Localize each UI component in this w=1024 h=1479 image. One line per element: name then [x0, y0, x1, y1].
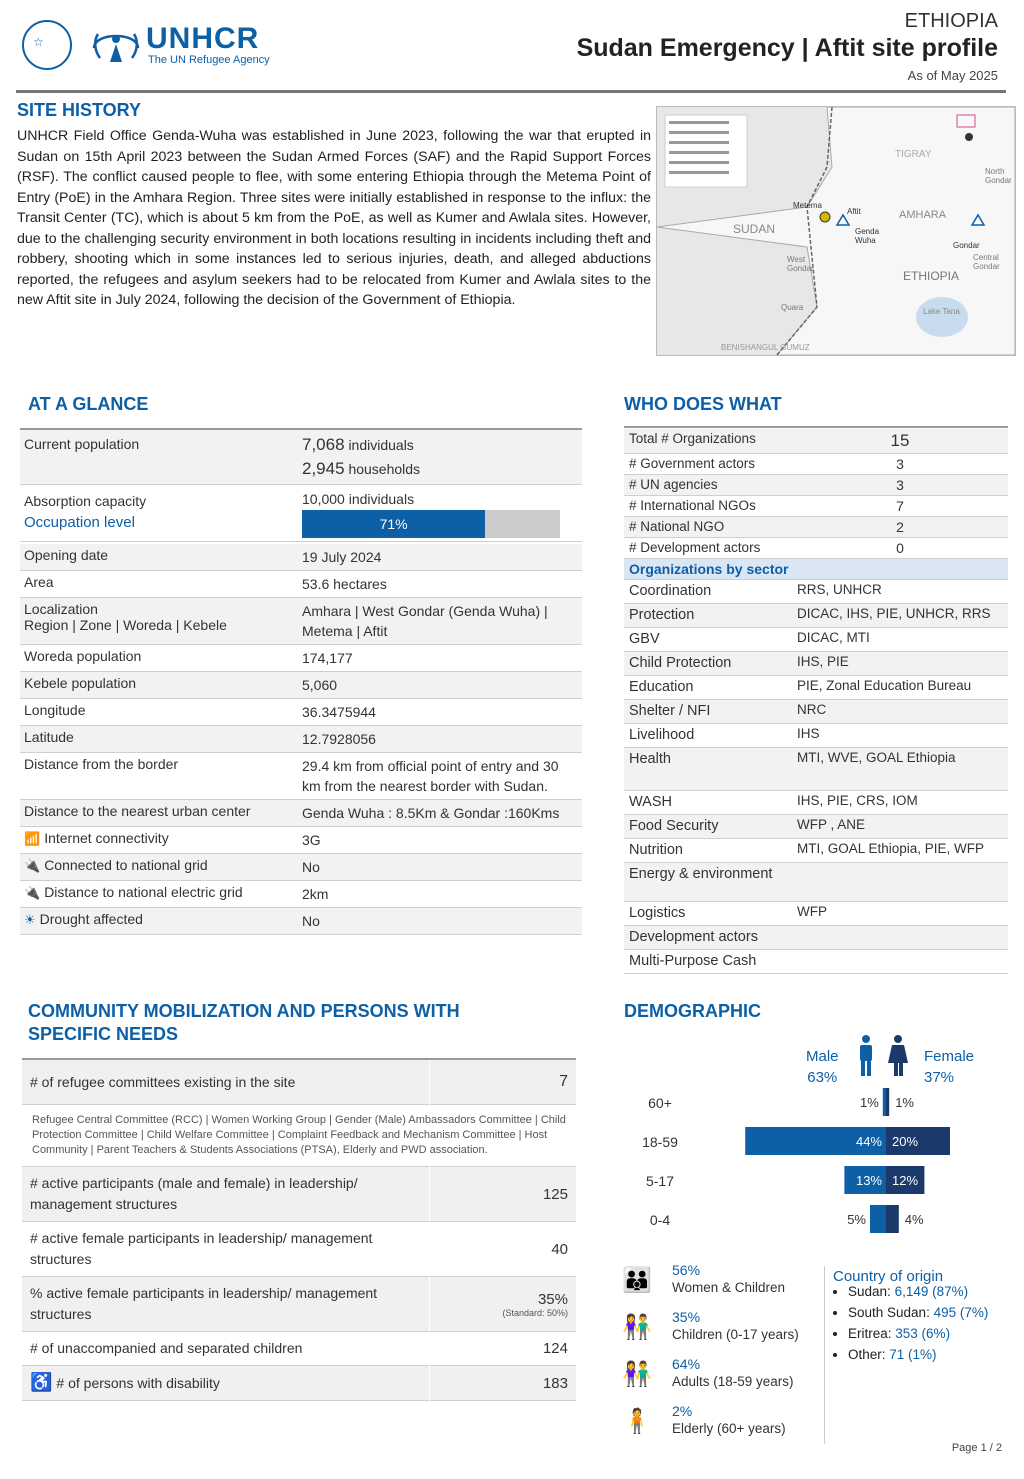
origin-item: • South Sudan: 495 (7%): [848, 1305, 1024, 1320]
male-bar: [870, 1205, 886, 1233]
occupation-bar: [302, 510, 560, 538]
occupation-level-label: Occupation level: [24, 514, 135, 531]
adults-icon: 👫: [622, 1361, 646, 1388]
who-sector-row: [624, 748, 1008, 791]
glance-row: [20, 672, 582, 699]
sector-organizations: [792, 926, 1008, 950]
map-label-north-gondar: North Gondar: [985, 167, 1012, 185]
plug-icon: 🔌: [24, 858, 41, 873]
who-sector-row: [624, 580, 1008, 604]
male-bar-label: 44%: [855, 1134, 882, 1149]
map-label-tigray: TIGRAY: [895, 149, 932, 160]
sector-header: Organizations by sector: [624, 559, 1008, 580]
map-label-lake-tana: Lake Tana: [923, 307, 960, 316]
sector-organizations: DICAC, IHS, PIE, UNHCR, RRS: [797, 606, 991, 621]
glance-value: 36.3475944: [302, 704, 376, 720]
who-sector-row: [624, 839, 1008, 863]
page-title: Sudan Emergency | Aftit site profile: [576, 34, 998, 62]
glance-key: Distance to the nearest urban center: [24, 803, 251, 819]
female-bar-label: 20%: [892, 1134, 919, 1149]
glance-row: [20, 544, 582, 571]
committees-value: 7: [430, 1060, 577, 1105]
who-key: # Development actors: [629, 540, 761, 555]
glance-row: [20, 827, 582, 854]
glance-value: Genda Wuha : 8.5Km & Gondar :160Kms: [302, 805, 560, 821]
female-bar-label: 4%: [904, 1212, 924, 1227]
who-total-row: [624, 517, 1008, 538]
community-key: ♿ # of persons with disability: [30, 1372, 220, 1392]
sector-organizations: DICAC, MTI: [797, 630, 870, 645]
glance-value: 174,177: [302, 650, 353, 666]
who-total-row: [624, 496, 1008, 517]
glance-value: No: [302, 913, 320, 929]
male-bar-label: 1%: [860, 1095, 879, 1110]
who-value: 0: [896, 540, 904, 556]
map-label-central-gondar: Central Gondar: [973, 253, 1000, 271]
map-label-sudan: SUDAN: [733, 222, 776, 236]
origin-item: • Eritrea: 353 (6%): [848, 1326, 1024, 1341]
who-total-row: [624, 454, 1008, 475]
header-divider: [16, 90, 1006, 93]
glance-key: Kebele population: [24, 675, 137, 691]
community-row: [22, 1222, 576, 1277]
who-total-row: [624, 475, 1008, 496]
community-key: # of unaccompanied and separated children: [30, 1340, 303, 1356]
glance-row: [20, 726, 582, 753]
glance-row: [20, 881, 582, 908]
origin-item: • Other: 71 (1%): [848, 1347, 1024, 1362]
map-label-amhara: AMHARA: [899, 209, 947, 221]
children-icon: 👫: [622, 1314, 646, 1341]
age-group-label: 18-59: [642, 1134, 678, 1150]
sector-name: Protection: [629, 607, 695, 623]
sector-name: Coordination: [629, 583, 712, 599]
who-key: # International NGOs: [629, 498, 756, 513]
community-key: % active female participants in leadership/ management structures: [30, 1285, 378, 1322]
who-does-what-title: WHO DOES WHAT: [624, 394, 782, 414]
who-sector-row: [624, 724, 1008, 748]
female-bar: [886, 1088, 889, 1116]
male-person-icon: [860, 1035, 872, 1076]
glance-key: 🔌 Connected to national grid: [24, 857, 208, 873]
community-value: 40: [430, 1222, 577, 1277]
female-bar: [886, 1205, 899, 1233]
sector-name: Livelihood: [629, 727, 695, 743]
who-value: 3: [896, 477, 904, 493]
sector-header-row: [624, 559, 1008, 580]
sector-name: Development actors: [629, 929, 758, 945]
community-row: [22, 1277, 576, 1332]
glance-key: Distance from the border: [24, 756, 179, 772]
community-key: # active participants (male and female) in leadership/ management structures: [30, 1175, 358, 1212]
female-person-icon: [888, 1035, 908, 1076]
committees-label: # of refugee committees existing in the site: [30, 1074, 296, 1090]
sector-organizations: WFP: [797, 904, 827, 919]
glance-value: Amhara | West Gondar (Genda Wuha) | Metema | Aftit: [302, 603, 548, 639]
who-sector-row: [624, 950, 1008, 974]
sector-name: Child Protection: [629, 655, 732, 671]
origin-title: Country of origin: [833, 1268, 944, 1285]
community-value: 183: [430, 1366, 577, 1401]
glance-key: Current population: [24, 436, 140, 452]
glance-row: [20, 571, 582, 598]
site-history-text: UNHCR Field Office Genda-Wuha was established in June 2023, following the war that erupted in Sudan on 15th April 2023 between the Sudan Armed Forces (SAF) and the Rapid Support Forces (RSF). The conflict caused people to flee, with some entering Ethiopia through the Metema Point of Entry (PoE) in the Amhara Region. Three sites were initially established in response to the influx: the Transit Center (TC), which is about 5 km from the PoE, as well as Kumer and Awlala sites. However, due to the challenging security environment in both locations resulting in incidents including theft and robbery, shooting which in some instances led to serious injuries, death, and alleged abductions reported, the refugees and asylum seekers had to be relocated from Kumer and Awlala sites to the new Aftit site in July 2024, following the decision of the Government of Ethiopia.: [17, 128, 651, 308]
wheelchair-icon: ♿: [30, 1372, 53, 1392]
age-group-label: 0-4: [649, 1212, 671, 1228]
plug-icon: 🔌: [24, 885, 41, 900]
page-number: Page 1 / 2: [951, 1442, 1002, 1454]
occupation-bar-fill: 71%: [302, 510, 485, 538]
demographic-stat: 👫 35% Children (0-17 years): [622, 1309, 799, 1342]
report-date: As of May 2025: [907, 68, 998, 83]
sector-organizations: [792, 950, 1008, 974]
glance-value: 19 July 2024: [302, 549, 382, 565]
glance-row-capacity: [20, 485, 582, 542]
map-label-ethiopia: ETHIOPIA: [903, 269, 960, 283]
elderly-icon: 🧍: [622, 1408, 646, 1435]
community-title: COMMUNITY MOBILIZATION AND PERSONS WITH SPECIFIC NEEDS: [28, 1001, 460, 1044]
male-bar-label: 13%: [855, 1173, 882, 1188]
glance-value: 12.7928056: [302, 731, 376, 747]
who-value: 2: [896, 519, 904, 535]
sector-name: WASH: [629, 794, 672, 810]
sector-name: GBV: [629, 631, 660, 647]
glance-row: [20, 800, 582, 827]
sector-name: Food Security: [629, 818, 719, 834]
community-value: 125: [430, 1167, 577, 1222]
sector-organizations: IHS, PIE, CRS, IOM: [797, 793, 918, 808]
glance-row: [20, 908, 582, 935]
map-label-genda-wuha: Genda Wuha: [855, 227, 880, 245]
who-sector-row: [624, 676, 1008, 700]
wifi-icon: 📶: [24, 831, 41, 846]
community-value: 124: [430, 1332, 577, 1366]
sector-name: Education: [629, 679, 694, 695]
who-sector-row: [624, 902, 1008, 926]
map-graphic: [657, 107, 1015, 355]
age-group-label: 5-17: [645, 1173, 675, 1189]
sector-name: Shelter / NFI: [629, 703, 711, 719]
who-value: 7: [896, 498, 904, 514]
who-sector-row: [624, 652, 1008, 676]
sector-organizations: [792, 863, 1008, 902]
at-a-glance-table: [20, 430, 582, 542]
sector-organizations: MTI, GOAL Ethiopia, PIE, WFP: [797, 841, 985, 856]
glance-value: 10,000 individuals 71%: [298, 485, 582, 542]
at-a-glance-title: AT A GLANCE: [28, 394, 149, 414]
sector-organizations: IHS, PIE: [797, 654, 849, 669]
age-pyramid-chart: [624, 1084, 1004, 1234]
male-bar: [883, 1088, 886, 1116]
glance-row: [20, 854, 582, 881]
community-value: 35% (Standard: 50%): [430, 1277, 577, 1332]
glance-key: 📶 Internet connectivity: [24, 830, 169, 846]
female-bar-label: 1%: [895, 1095, 914, 1110]
demographic-stats: [620, 1262, 820, 1450]
who-key: # Government actors: [629, 456, 756, 471]
glance-value: 53.6 hectares: [302, 576, 387, 592]
glance-value: No: [302, 859, 320, 875]
community-row: [22, 1332, 576, 1366]
who-key: # UN agencies: [629, 477, 718, 492]
map-label-quara: Quara: [781, 303, 804, 312]
who-value: 15: [890, 431, 910, 450]
who-sector-row: [624, 863, 1008, 902]
glance-details-table: [20, 544, 582, 935]
glance-key: ☀ Drought affected: [24, 911, 143, 927]
who-total-row: [624, 538, 1008, 559]
community-key: # active female participants in leadership/ management structures: [30, 1230, 373, 1267]
sector-organizations: RRS, UNHCR: [797, 582, 882, 597]
glance-row-population: [20, 430, 582, 485]
community-table: [22, 1060, 576, 1401]
sector-name: Health: [629, 751, 671, 767]
male-share: Male 63%: [806, 1048, 839, 1086]
who-total-row: [624, 429, 1008, 454]
who-top-rule: [624, 426, 1008, 428]
glance-value: 2km: [302, 886, 329, 902]
sector-organizations: WFP , ANE: [797, 817, 866, 832]
who-key: # National NGO: [629, 519, 725, 534]
sector-organizations: PIE, Zonal Education Bureau: [797, 678, 972, 693]
glance-key: 🔌 Distance to national electric grid: [24, 884, 243, 900]
demographic-stat: 🧍 2% Elderly (60+ years): [622, 1403, 786, 1436]
site-history-title: SITE HISTORY: [17, 100, 142, 120]
government-seal-logo: ☆: [22, 20, 72, 70]
female-share: Female 37%: [924, 1048, 975, 1086]
glance-key: Absorption capacity Occupation level: [24, 493, 147, 531]
female-bar-label: 12%: [892, 1173, 919, 1188]
map-label-metema: Metema: [793, 201, 822, 210]
glance-row: [20, 699, 582, 726]
demographic-stat: 👪 56% Women & Children: [622, 1262, 786, 1295]
community-row: [22, 1366, 576, 1401]
glance-key: Localization Region | Zone | Woreda | Kebele: [24, 601, 227, 633]
glance-key: Opening date: [24, 547, 109, 563]
who-sector-row: [624, 815, 1008, 839]
who-sector-row: [624, 926, 1008, 950]
who-does-what-table: [624, 429, 1008, 974]
demographic-title: DEMOGRAPHIC: [624, 1001, 762, 1021]
map-label-aftit: Aftit: [847, 207, 861, 216]
demographic-stat: 👫 64% Adults (18-59 years): [622, 1356, 794, 1389]
who-key: Total # Organizations: [629, 431, 756, 446]
sector-organizations: IHS: [797, 726, 820, 741]
who-sector-row: [624, 628, 1008, 652]
origin-list: [814, 1284, 1024, 1368]
glance-key: Area: [24, 574, 54, 590]
glance-value: 29.4 km from official point of entry and 30 km from the nearest border with Sudan.: [302, 758, 559, 794]
glance-row: [20, 645, 582, 672]
glance-value: 3G: [302, 832, 321, 848]
who-sector-row: [624, 604, 1008, 628]
origin-item: • Sudan: 6,149 (87%): [848, 1284, 1024, 1299]
header-country: ETHIOPIA: [904, 10, 998, 32]
sector-name: Logistics: [629, 905, 686, 921]
committees-note-row: [22, 1105, 576, 1167]
committees-note: Refugee Central Committee (RCC) | Women Working Group | Gender (Male) Ambassadors Committee | Child Protection Committee | Child Welfare Committee | Complaint Feedback and Mechanism Committee | Host Community | Parent Teachers & Students Associations (PTSA), Elderly and PWD association.: [32, 1114, 566, 1156]
community-row: [22, 1167, 576, 1222]
who-value: 3: [896, 456, 904, 472]
who-sector-row: [624, 791, 1008, 815]
male-female-icons: [852, 1034, 912, 1078]
glance-row: [20, 598, 582, 645]
map-label-west-gondar: West Gondar: [787, 255, 814, 273]
glance-row: [20, 753, 582, 800]
glance-key: Latitude: [24, 729, 74, 745]
site-location-map: [656, 106, 1016, 356]
women-children-icon: 👪: [622, 1267, 646, 1294]
who-sector-row: [624, 700, 1008, 724]
glance-value: 7,068 individuals 2,945 households: [302, 435, 421, 478]
sector-name: Nutrition: [629, 842, 683, 858]
sector-name: Multi-Purpose Cash: [629, 953, 757, 969]
age-group-label: 60+: [648, 1095, 672, 1111]
glance-value: 5,060: [302, 677, 338, 693]
sector-organizations: MTI, WVE, GOAL Ethiopia: [797, 750, 956, 765]
sector-name: Energy & environment: [629, 866, 773, 882]
glance-key: Longitude: [24, 702, 86, 718]
unhcr-logo-text: UNHCR: [146, 22, 260, 55]
sector-organizations: NRC: [797, 702, 827, 717]
committees-row: [22, 1060, 576, 1105]
map-label-gondar: Gondar: [953, 241, 980, 250]
map-label-benishangul: BENISHANGUL GUMUZ: [721, 343, 810, 352]
male-bar-label: 5%: [847, 1212, 866, 1227]
unhcr-logo-tagline: The UN Refugee Agency: [148, 54, 270, 66]
drought-icon: ☀: [24, 912, 36, 927]
glance-key: Woreda population: [24, 648, 142, 664]
